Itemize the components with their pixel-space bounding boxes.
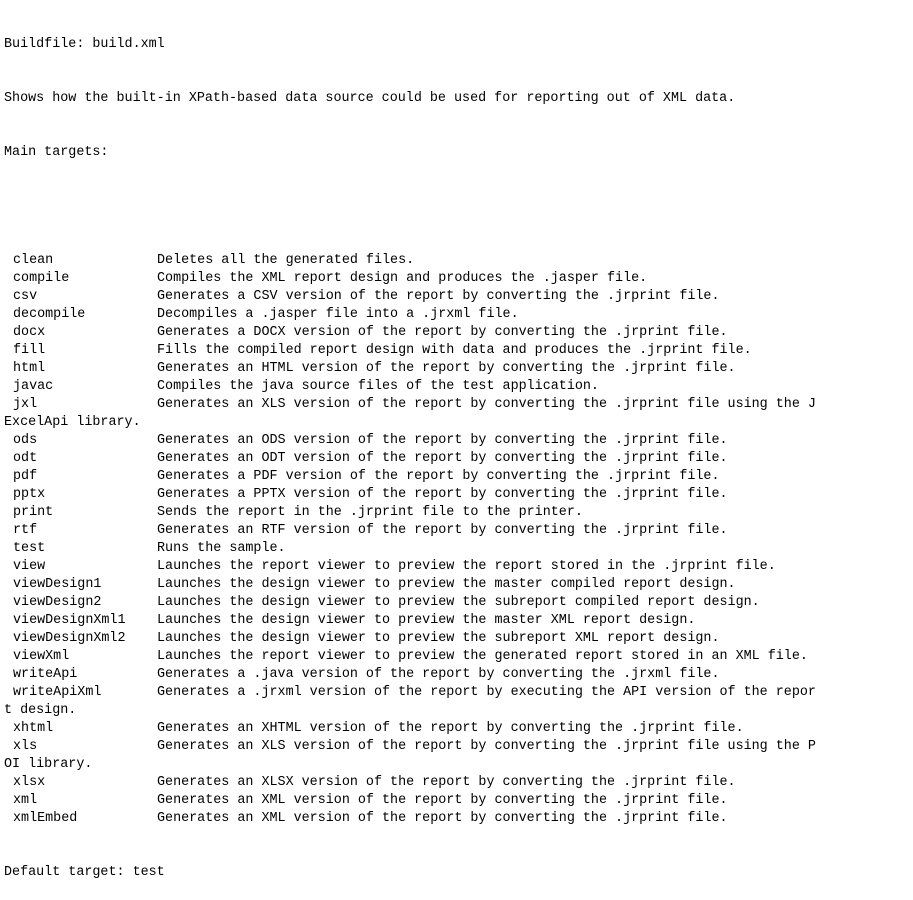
- target-row: [4, 288, 909, 306]
- description-line: Shows how the built-in XPath-based data source could be used for reporting out of XML data.: [4, 91, 736, 106]
- target-row: [4, 576, 909, 594]
- target-row: [4, 630, 909, 648]
- target-name: compile: [13, 271, 70, 286]
- target-row: [4, 270, 909, 288]
- target-name: jxl: [13, 397, 38, 412]
- target-row: [4, 504, 909, 522]
- main-targets-heading: Main targets:: [4, 145, 109, 160]
- target-row: [4, 522, 909, 540]
- target-name: view: [13, 559, 46, 574]
- target-row: [4, 792, 909, 810]
- target-name: decompile: [13, 307, 86, 322]
- target-name: viewDesignXml1: [13, 613, 126, 628]
- target-description-wrap: ExcelApi library.: [4, 415, 141, 430]
- target-description: Generates a DOCX version of the report by converting the .jrprint file.: [157, 325, 728, 340]
- console-output: [4, 0, 909, 880]
- target-row: [4, 324, 909, 342]
- target-row: [4, 378, 909, 396]
- target-name: xhtml: [13, 721, 54, 736]
- target-row: [4, 738, 909, 756]
- target-row: [4, 486, 909, 504]
- target-row: [4, 306, 909, 324]
- target-description: Launches the design viewer to preview the subreport XML report design.: [157, 631, 720, 646]
- target-row: [4, 810, 909, 828]
- target-name: pptx: [13, 487, 46, 502]
- target-description-wrap: OI library.: [4, 757, 93, 772]
- target-description: Launches the report viewer to preview the generated report stored in an XML file.: [157, 649, 808, 664]
- target-name: xmlEmbed: [13, 811, 78, 826]
- target-name: viewDesign2: [13, 595, 102, 610]
- target-name: viewDesignXml2: [13, 631, 126, 646]
- target-row: [4, 594, 909, 612]
- target-description: Generates a PPTX version of the report by converting the .jrprint file.: [157, 487, 728, 502]
- target-description: Decompiles a .jasper file into a .jrxml file.: [157, 307, 519, 322]
- target-description: Generates an XLSX version of the report by converting the .jrprint file.: [157, 775, 736, 790]
- target-description: Runs the sample.: [157, 541, 286, 556]
- target-description-wrap: t design.: [4, 703, 77, 718]
- target-name: print: [13, 505, 54, 520]
- target-description: Generates an HTML version of the report by converting the .jrprint file.: [157, 361, 736, 376]
- target-row: [4, 252, 909, 270]
- target-name: html: [13, 361, 46, 376]
- target-description: Launches the design viewer to preview the master XML report design.: [157, 613, 696, 628]
- target-name: xml: [13, 793, 38, 808]
- target-description: Generates an XHTML version of the report by converting the .jrprint file.: [157, 721, 744, 736]
- target-row: [4, 558, 909, 576]
- target-description: Fills the compiled report design with data and produces the .jrprint file.: [157, 343, 752, 358]
- target-name: docx: [13, 325, 46, 340]
- target-name: fill: [13, 343, 46, 358]
- target-name: viewXml: [13, 649, 70, 664]
- target-description: Compiles the java source files of the test application.: [157, 379, 599, 394]
- target-row: [4, 720, 909, 738]
- target-name: xls: [13, 739, 38, 754]
- targets-list: [4, 252, 909, 828]
- target-description: Generates a CSV version of the report by converting the .jrprint file.: [157, 289, 720, 304]
- blank-line: [4, 198, 909, 216]
- target-description: Generates an XML version of the report by converting the .jrprint file.: [157, 811, 728, 826]
- buildfile-line: Buildfile: build.xml: [4, 37, 165, 52]
- target-name: odt: [13, 451, 38, 466]
- target-row: [4, 684, 909, 702]
- target-row: [4, 342, 909, 360]
- target-name: javac: [13, 379, 54, 394]
- target-description: Generates a PDF version of the report by converting the .jrprint file.: [157, 469, 720, 484]
- target-name: writeApiXml: [13, 685, 102, 700]
- target-description: Compiles the XML report design and produces the .jasper file.: [157, 271, 648, 286]
- target-description: Generates an ODS version of the report by converting the .jrprint file.: [157, 433, 728, 448]
- target-name: csv: [13, 289, 38, 304]
- target-description: Generates an XLS version of the report by converting the .jrprint file using the P: [157, 739, 816, 754]
- target-row: [4, 468, 909, 486]
- target-description: Launches the design viewer to preview the subreport compiled report design.: [157, 595, 760, 610]
- target-name: ods: [13, 433, 38, 448]
- target-description: Generates an ODT version of the report by converting the .jrprint file.: [157, 451, 728, 466]
- target-row: [4, 450, 909, 468]
- target-name: clean: [13, 253, 54, 268]
- target-description: Launches the report viewer to preview the report stored in the .jrprint file.: [157, 559, 776, 574]
- target-name: writeApi: [13, 667, 78, 682]
- target-description: Generates an RTF version of the report by converting the .jrprint file.: [157, 523, 728, 538]
- target-description: Generates a .java version of the report by converting the .jrxml file.: [157, 667, 720, 682]
- default-target-line: Default target: test: [4, 865, 165, 880]
- target-row: [4, 396, 909, 414]
- target-row: [4, 612, 909, 630]
- target-description: Launches the design viewer to preview the master compiled report design.: [157, 577, 736, 592]
- target-description: Sends the report in the .jrprint file to the printer.: [157, 505, 583, 520]
- target-description: Deletes all the generated files.: [157, 253, 415, 268]
- target-row: [4, 540, 909, 558]
- target-description: Generates an XLS version of the report by converting the .jrprint file using the J: [157, 397, 816, 412]
- target-name: viewDesign1: [13, 577, 102, 592]
- target-name: xlsx: [13, 775, 46, 790]
- target-name: rtf: [13, 523, 38, 538]
- target-description: Generates a .jrxml version of the report by executing the API version of the repor: [157, 685, 816, 700]
- target-row: [4, 360, 909, 378]
- target-row: [4, 648, 909, 666]
- target-name: test: [13, 541, 46, 556]
- target-description: Generates an XML version of the report by converting the .jrprint file.: [157, 793, 728, 808]
- target-name: pdf: [13, 469, 38, 484]
- target-row: [4, 432, 909, 450]
- target-row: [4, 774, 909, 792]
- target-row: [4, 666, 909, 684]
